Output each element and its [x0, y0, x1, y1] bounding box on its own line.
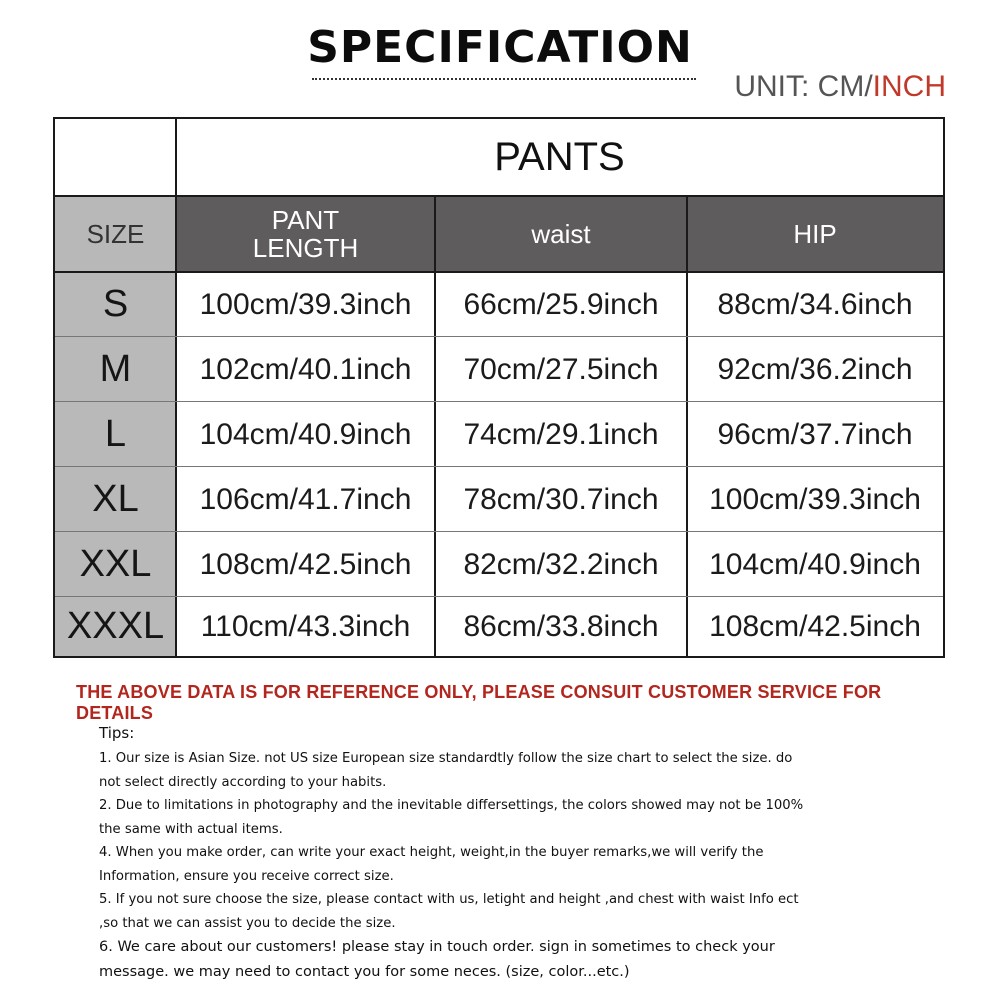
grid-line	[55, 271, 943, 273]
column-header-pant-length	[176, 196, 435, 272]
grid-line	[55, 401, 943, 402]
grid-line	[55, 336, 943, 337]
column-header-line1: PANT	[271, 205, 340, 235]
column-header-line2: LENGTH	[252, 233, 359, 263]
title-underline	[312, 78, 696, 80]
table-cell: 108cm/42.5inch	[687, 597, 943, 656]
reference-notice: THE ABOVE DATA IS FOR REFERENCE ONLY, PLEASE CONSUIT CUSTOMER SERVICE FOR DETAILS	[76, 682, 882, 723]
page-title: SPECIFICATION	[307, 22, 693, 73]
column-header-waist: waist	[435, 196, 687, 272]
tip-line: 2. Due to limitations in photography and the inevitable differsettings, the colors showed may not be 100%	[99, 798, 804, 813]
size-cell-xxl: XXL	[55, 532, 176, 597]
table-cell: 104cm/40.9inch	[687, 532, 943, 597]
table-cell: 106cm/41.7inch	[176, 467, 435, 532]
tips-list	[99, 747, 879, 984]
grid-line	[686, 196, 688, 656]
unit-accent: INCH	[872, 70, 946, 103]
size-column-header: SIZE	[55, 196, 176, 272]
table-cell: 82cm/32.2inch	[435, 532, 687, 597]
table-cell: 66cm/25.9inch	[435, 272, 687, 337]
tip-line: Information, ensure you receive correct size.	[99, 868, 394, 884]
table-cell: 102cm/40.1inch	[176, 337, 435, 402]
tip-line: message. we may need to contact you for some neces. (size, color...etc.)	[99, 963, 630, 980]
table-cell: 78cm/30.7inch	[435, 467, 687, 532]
size-cell-l: L	[55, 402, 176, 467]
size-cell-xl: XL	[55, 467, 176, 532]
tip-line: not select directly according to your habits.	[99, 774, 387, 790]
tips-title: Tips:	[99, 724, 135, 742]
table-cell: 86cm/33.8inch	[435, 597, 687, 656]
grid-line	[55, 195, 943, 197]
tip-line: the same with actual items.	[99, 821, 283, 837]
table-cell: 110cm/43.3inch	[176, 597, 435, 656]
size-cell-xxxl: XXXL	[55, 597, 176, 656]
table-cell: 104cm/40.9inch	[176, 402, 435, 467]
grid-line	[175, 119, 177, 656]
table-cell: 88cm/34.6inch	[687, 272, 943, 337]
table-cell: 96cm/37.7inch	[687, 402, 943, 467]
pants-group-header: PANTS	[494, 135, 625, 179]
grid-line	[55, 596, 943, 597]
grid-line	[55, 466, 943, 467]
table-cell: 70cm/27.5inch	[435, 337, 687, 402]
table-cell: 100cm/39.3inch	[176, 272, 435, 337]
size-cell-m: M	[55, 337, 176, 402]
column-header-hip: HIP	[687, 196, 943, 272]
tip-line: 4. When you make order, can write your exact height, weight,in the buyer remarks,we will verify the	[99, 845, 764, 860]
table-cell: 108cm/42.5inch	[176, 532, 435, 597]
tip-line: 5. If you not sure choose the size, please contact with us, letight and height ,and chest with waist Info ect	[99, 892, 799, 907]
grid-line	[55, 531, 943, 532]
size-cell-s: S	[55, 272, 176, 337]
size-chart-table	[53, 117, 945, 658]
unit-prefix: UNIT: CM/	[734, 70, 873, 103]
unit-label	[734, 70, 946, 104]
tip-line: ,so that we can assist you to decide the size.	[99, 915, 396, 931]
table-cell: 100cm/39.3inch	[687, 467, 943, 532]
tip-line: 6. We care about our customers! please stay in touch order. sign in sometimes to check your	[99, 939, 775, 955]
grid-line	[434, 196, 436, 656]
table-cell: 92cm/36.2inch	[687, 337, 943, 402]
tip-line: 1. Our size is Asian Size. not US size European size standardtly follow the size chart to select the size. do	[99, 751, 793, 766]
table-cell: 74cm/29.1inch	[435, 402, 687, 467]
